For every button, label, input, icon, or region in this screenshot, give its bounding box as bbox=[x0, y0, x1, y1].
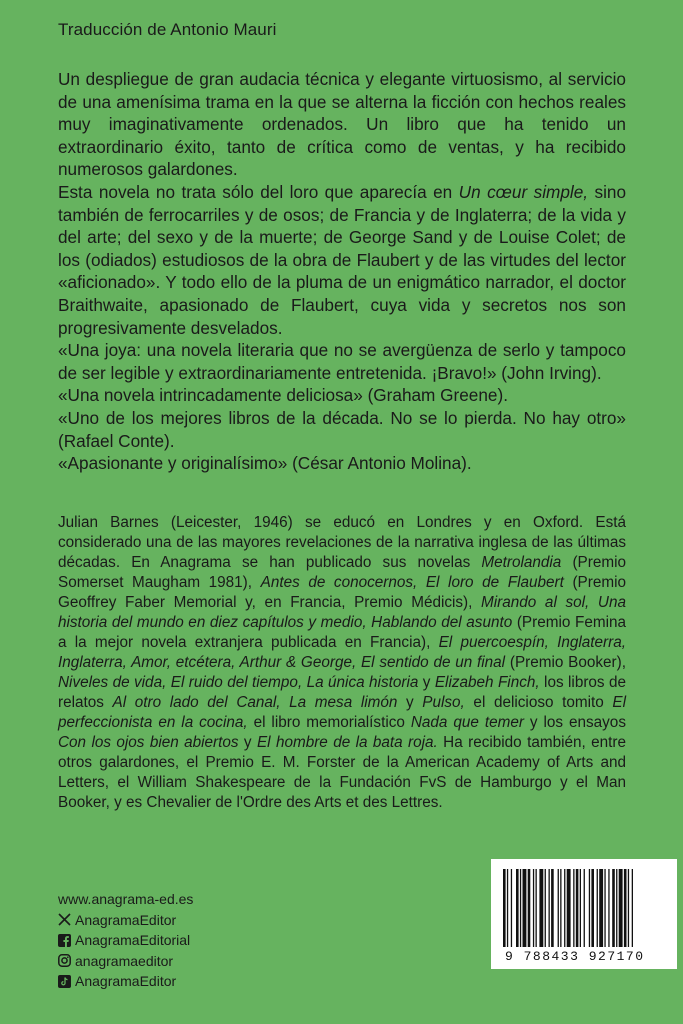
book-title: Elizabeh Finch, bbox=[434, 674, 540, 691]
book-title: El puercoespín, Inglaterra, Inglaterra, Amor, etcétera, Arthur & George, El sentido de un final bbox=[58, 634, 627, 671]
book-title: Metrolandia bbox=[481, 554, 562, 571]
review-quote-conte: «Uno de los mejores libros de la década. No se lo pierda. No hay otro» (Rafael Conte). bbox=[58, 407, 626, 451]
review-quote-irving: «Una joya: una novela literaria que no se avergüenza de serlo y tampoco de ser legible y extraordinariamente entretenida. ¡Bravo!» (John Irving). bbox=[58, 340, 626, 383]
barcode-bar bbox=[597, 869, 598, 947]
barcode-bar bbox=[580, 869, 581, 947]
instagram-handle[interactable]: anagramaeditor bbox=[75, 952, 174, 969]
translation-credit: Traducción de Antonio Mauri bbox=[58, 20, 277, 39]
barcode-bar bbox=[573, 869, 574, 947]
bio-text: y bbox=[238, 734, 257, 751]
barcode-bar bbox=[516, 869, 519, 947]
book-title: Mirando al sol, Una historia del mundo en diez capítulos y medio, Hablando del asunto bbox=[58, 594, 626, 631]
barcode-bar bbox=[608, 869, 609, 947]
bio-text: (Premio Femina a la mejor novela extranjera publicada en Francia), bbox=[58, 614, 626, 651]
barcode-bar bbox=[549, 869, 550, 947]
bio-text: Julian Barnes (Leicester, 1946) se educó en Londres y en Oxford. Está considerado una de las mayores revelaciones de la narrativa inglesa de las últimas décadas. En Anagrama se han publicado sus novelas bbox=[58, 514, 626, 571]
blurb-section bbox=[58, 68, 626, 475]
author-bio-paragraph bbox=[58, 513, 626, 813]
barcode-bar bbox=[503, 869, 506, 947]
barcode-bar bbox=[589, 869, 590, 947]
barcode-bar bbox=[612, 869, 615, 947]
bio-text: y bbox=[418, 674, 435, 691]
bio-text: el delicioso tomito bbox=[464, 694, 613, 711]
author-bio bbox=[58, 513, 626, 813]
barcode-bar bbox=[616, 869, 617, 947]
bio-text: los libros de relatos bbox=[58, 674, 627, 711]
publisher-links bbox=[58, 889, 193, 992]
barcode-bar bbox=[632, 869, 633, 947]
book-title: Con los ojos bien abiertos bbox=[58, 734, 239, 751]
x-logo-icon bbox=[58, 913, 71, 926]
bio-text: (Premio Booker), bbox=[505, 654, 626, 671]
facebook-link[interactable] bbox=[58, 930, 193, 951]
tiktok-handle[interactable]: AnagramaEditor bbox=[75, 973, 177, 989]
website-link[interactable] bbox=[58, 889, 193, 910]
instagram-link[interactable] bbox=[58, 951, 193, 972]
barcode-bar bbox=[591, 869, 594, 947]
barcode-bar bbox=[560, 869, 561, 947]
isbn-number: 9 788433 927170 bbox=[505, 949, 645, 964]
book-title: El perfeccionista en la cocina, bbox=[58, 694, 626, 731]
book-title: Niveles de vida, El ruido del tiempo, La única historia bbox=[58, 674, 419, 691]
barcode-bar bbox=[539, 869, 543, 947]
bio-text: (Premio Geoffrey Faber Memorial y, en Francia, Premio Médicis), bbox=[58, 574, 626, 611]
barcode-bar bbox=[545, 869, 546, 947]
barcode-bar bbox=[619, 869, 623, 947]
blurb-text: Esta novela no trata sólo del loro que aparecía en bbox=[58, 181, 459, 202]
barcode-bar bbox=[533, 869, 534, 947]
blurb-paragraph-1: Un despliegue de gran audacia técnica y elegante virtuosismo, al servicio de una amenísima trama en la que se alterna la ficción con hechos reales muy imaginativamente ordenados. Un libro que ha tenido un extraordinario éxito, tanto de crítica como de ventas, y ha recibido numerosos galardones. bbox=[58, 69, 626, 180]
barcode-bar bbox=[604, 869, 605, 947]
barcode-bar bbox=[507, 869, 508, 947]
facebook-handle[interactable]: AnagramaEditorial bbox=[75, 932, 191, 948]
barcode-bar bbox=[564, 869, 565, 947]
barcode-bar bbox=[584, 869, 585, 947]
bio-text: Ha recibido también, entre otros galardones, el Premio E. M. Forster de la American Academy of Arts and Letters, el William Shakespeare de la Fundación FvS de Hamburgo y el Man Booker, y es Chevalier de l'Ordre des Arts et des Lettres. bbox=[58, 734, 626, 811]
barcode bbox=[491, 859, 677, 969]
barcode-bar bbox=[628, 869, 629, 947]
review-quote-greene: «Una novela intrincadamente deliciosa» (Graham Greene). bbox=[58, 385, 508, 406]
book-title: El hombre de la bata roja. bbox=[256, 734, 438, 751]
blurb-text: sino también de ferrocarriles y de osos; de Francia y de Inglaterra; de la vida y del arte; del sexo y de la muerte; de George Sand y de Louise Colet; de los (odiados) estudiosos de la obra de Flaubert y de las virtudes del lector «aficionado». Y todo ello de la pluma de un enigmático narrador, el doctor Braithwaite, apasionado de Flaubert, cuya vida y secretos nos son progresivamente desvelados. bbox=[58, 181, 627, 338]
book-title: Pulso, bbox=[422, 694, 465, 711]
instagram-icon bbox=[58, 954, 71, 967]
blurb-paragraph-2 bbox=[58, 181, 626, 339]
barcode-bar bbox=[523, 869, 527, 947]
bio-text: el libro memorialístico bbox=[247, 714, 411, 731]
bio-text: y bbox=[397, 694, 423, 711]
barcode-bar bbox=[567, 869, 571, 947]
x-link[interactable] bbox=[58, 910, 193, 931]
barcode-bar bbox=[576, 869, 579, 947]
book-title: Al otro lado del Canal, La mesa limón bbox=[112, 694, 398, 711]
barcode-bar bbox=[520, 869, 521, 947]
barcode-bar bbox=[624, 869, 627, 947]
website-url[interactable]: www.anagrama-ed.es bbox=[58, 891, 194, 907]
review-quote-molina: «Apasionante y originalísimo» (César Antonio Molina). bbox=[58, 453, 472, 474]
barcode-bar bbox=[528, 869, 531, 947]
barcode-bars bbox=[503, 869, 665, 949]
tiktok-icon bbox=[58, 975, 71, 988]
barcode-bar bbox=[551, 869, 554, 947]
x-handle[interactable]: AnagramaEditor bbox=[75, 911, 177, 928]
barcode-bar bbox=[558, 869, 559, 947]
book-title: Nada que temer bbox=[410, 714, 524, 731]
book-title: Un cœur simple, bbox=[458, 181, 589, 202]
bio-text: y los ensayos bbox=[523, 714, 626, 731]
book-title: Antes de conocernos, El loro de Flaubert bbox=[260, 574, 564, 591]
barcode-bar bbox=[536, 869, 537, 947]
tiktok-link[interactable] bbox=[58, 971, 193, 992]
barcode-bar bbox=[599, 869, 603, 947]
bio-text: (Premio Somerset Maugham 1981), bbox=[58, 554, 627, 591]
facebook-icon bbox=[58, 934, 71, 947]
barcode-bar bbox=[511, 869, 512, 947]
